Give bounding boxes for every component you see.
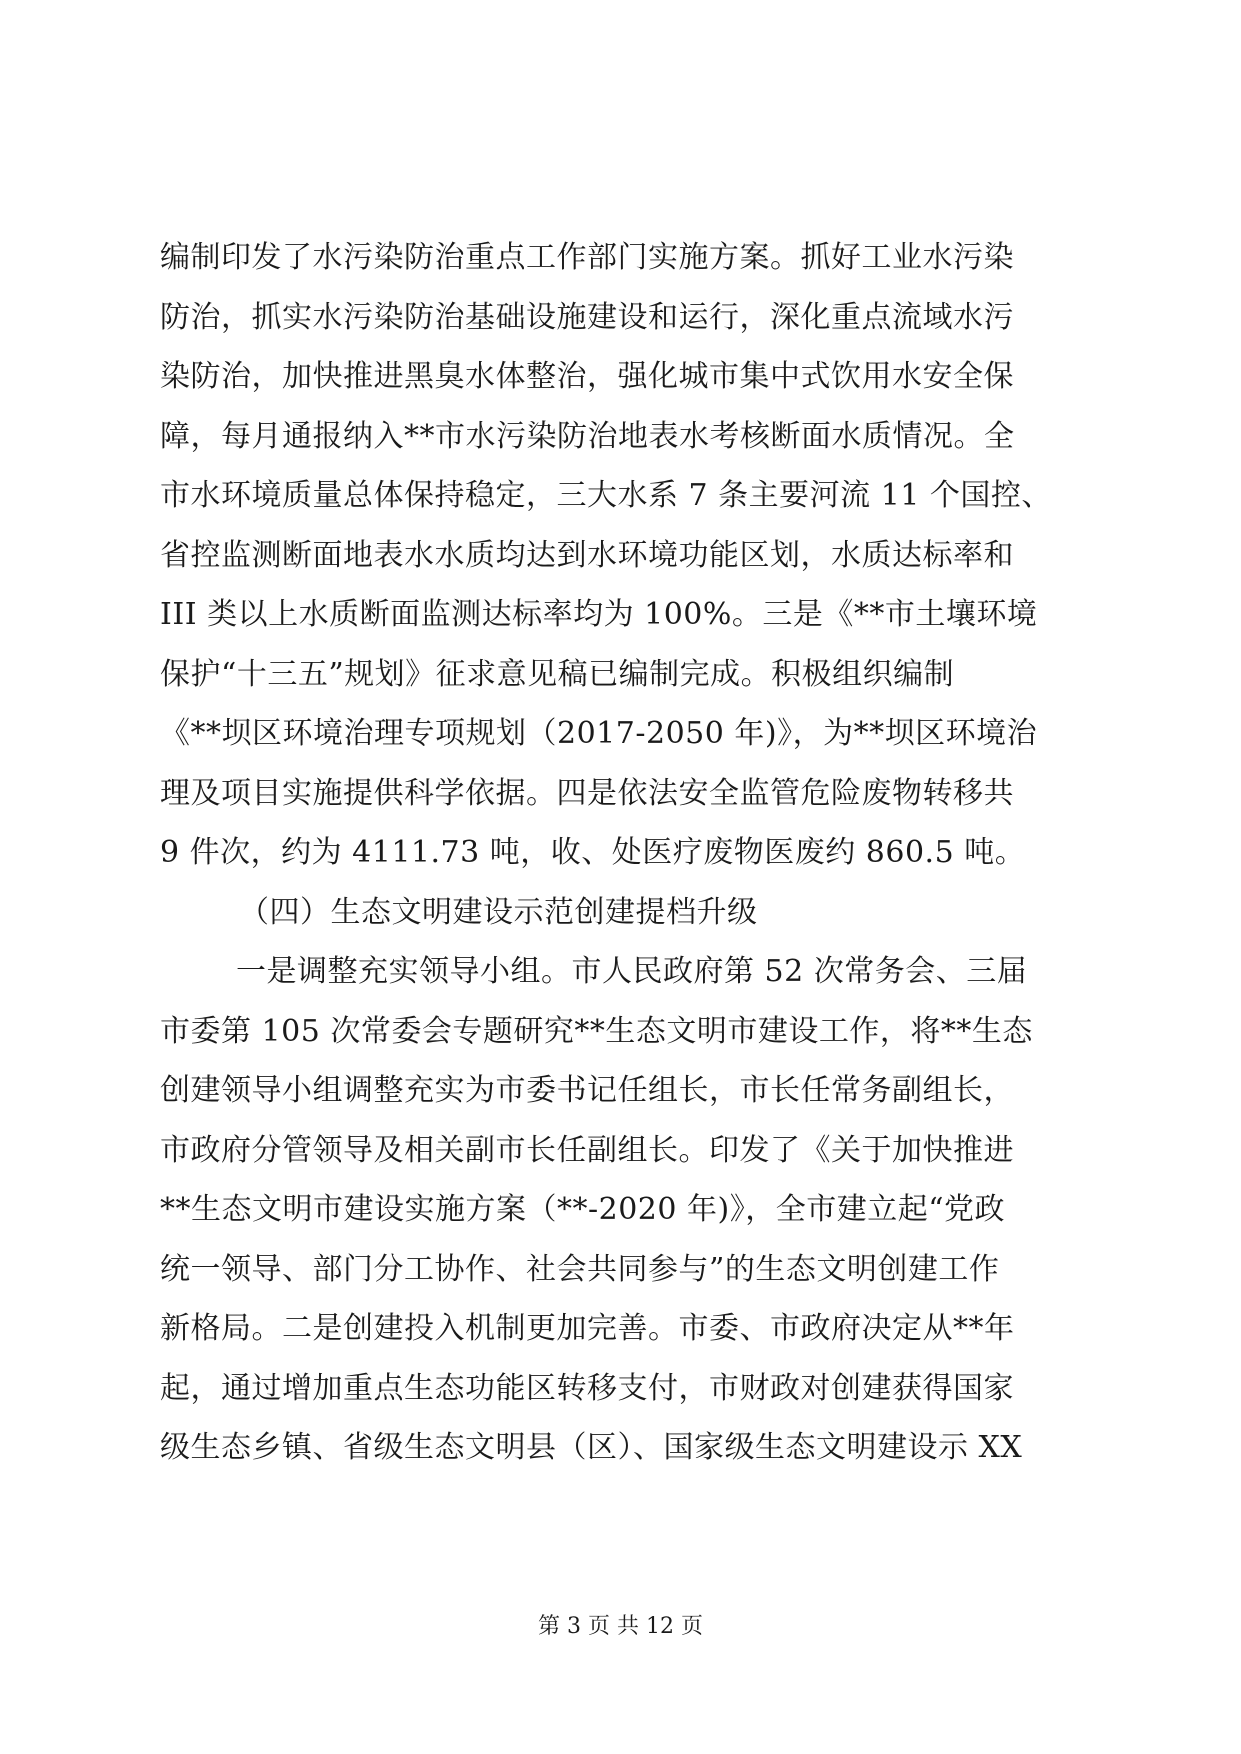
- text-line: 统一领导、部门分工协作、社会共同参与”的生态文明创建工作: [160, 1251, 1000, 1287]
- text-line: 市政府分管领导及相关副市长任副组长。印发了《关于加快推进: [160, 1132, 1014, 1168]
- text-line: 编制印发了水污染防治重点工作部门实施方案。抓好工业水污染: [160, 240, 1014, 275]
- text-line: 《**坝区环境治理专项规划（2017-2050 年)》，为**坝区环境治: [160, 716, 1038, 751]
- text-line: 省控监测断面地表水水质均达到水环境功能区划，水质达标率和: [160, 537, 1014, 573]
- text-line: 防治，抓实水污染防治基础设施建设和运行，深化重点流域水污: [160, 299, 1014, 335]
- text-line: 级生态乡镇、省级生态文明县（区）、国家级生态文明建设示 XX: [160, 1430, 1023, 1465]
- text-line: 市水环境质量总体保持稳定，三大水系 7 条主要河流 11 个国控、: [160, 478, 1052, 513]
- text-line: 障，每月通报纳入**市水污染防治地表水考核断面水质情况。全: [160, 418, 1015, 454]
- text-line: 一是调整充实领导小组。市人民政府第 52 次常务会、三届: [236, 954, 1028, 989]
- document-body: [160, 228, 1090, 1478]
- text-line: 染防治，加快推进黑臭水体整治，强化城市集中式饮用水安全保: [160, 359, 1014, 394]
- text-line: 市委第 105 次常委会专题研究**生态文明市建设工作，将**生态: [160, 1013, 1033, 1049]
- section-heading: （四）生态文明建设示范创建提档升级: [239, 894, 758, 930]
- text-line: 保护“十三五”规划》征求意见稿已编制完成。积极组织编制: [160, 656, 955, 692]
- text-line: 理及项目实施提供科学依据。四是依法安全监管危险废物转移共: [160, 775, 1014, 811]
- text-line: **生态文明市建设实施方案（**-2020 年)》，全市建立起“党政: [160, 1192, 1006, 1227]
- text-line: 新格局。二是创建投入机制更加完善。市委、市政府决定从**年: [160, 1311, 1015, 1346]
- text-line: 起，通过增加重点生态功能区转移支付，市财政对创建获得国家: [160, 1370, 1014, 1406]
- text-line: III 类以上水质断面监测达标率均为 100%。三是《**市土壤环境: [160, 597, 1038, 632]
- text-line: 创建领导小组调整充实为市委书记任组长，市长任常务副组长，: [160, 1073, 1014, 1108]
- text-line: 9 件次，约为 4111.73 吨，收、处医疗废物医废约 860.5 吨。: [160, 835, 1026, 870]
- page-number-footer: 第 3 页 共 12 页: [538, 1614, 703, 1639]
